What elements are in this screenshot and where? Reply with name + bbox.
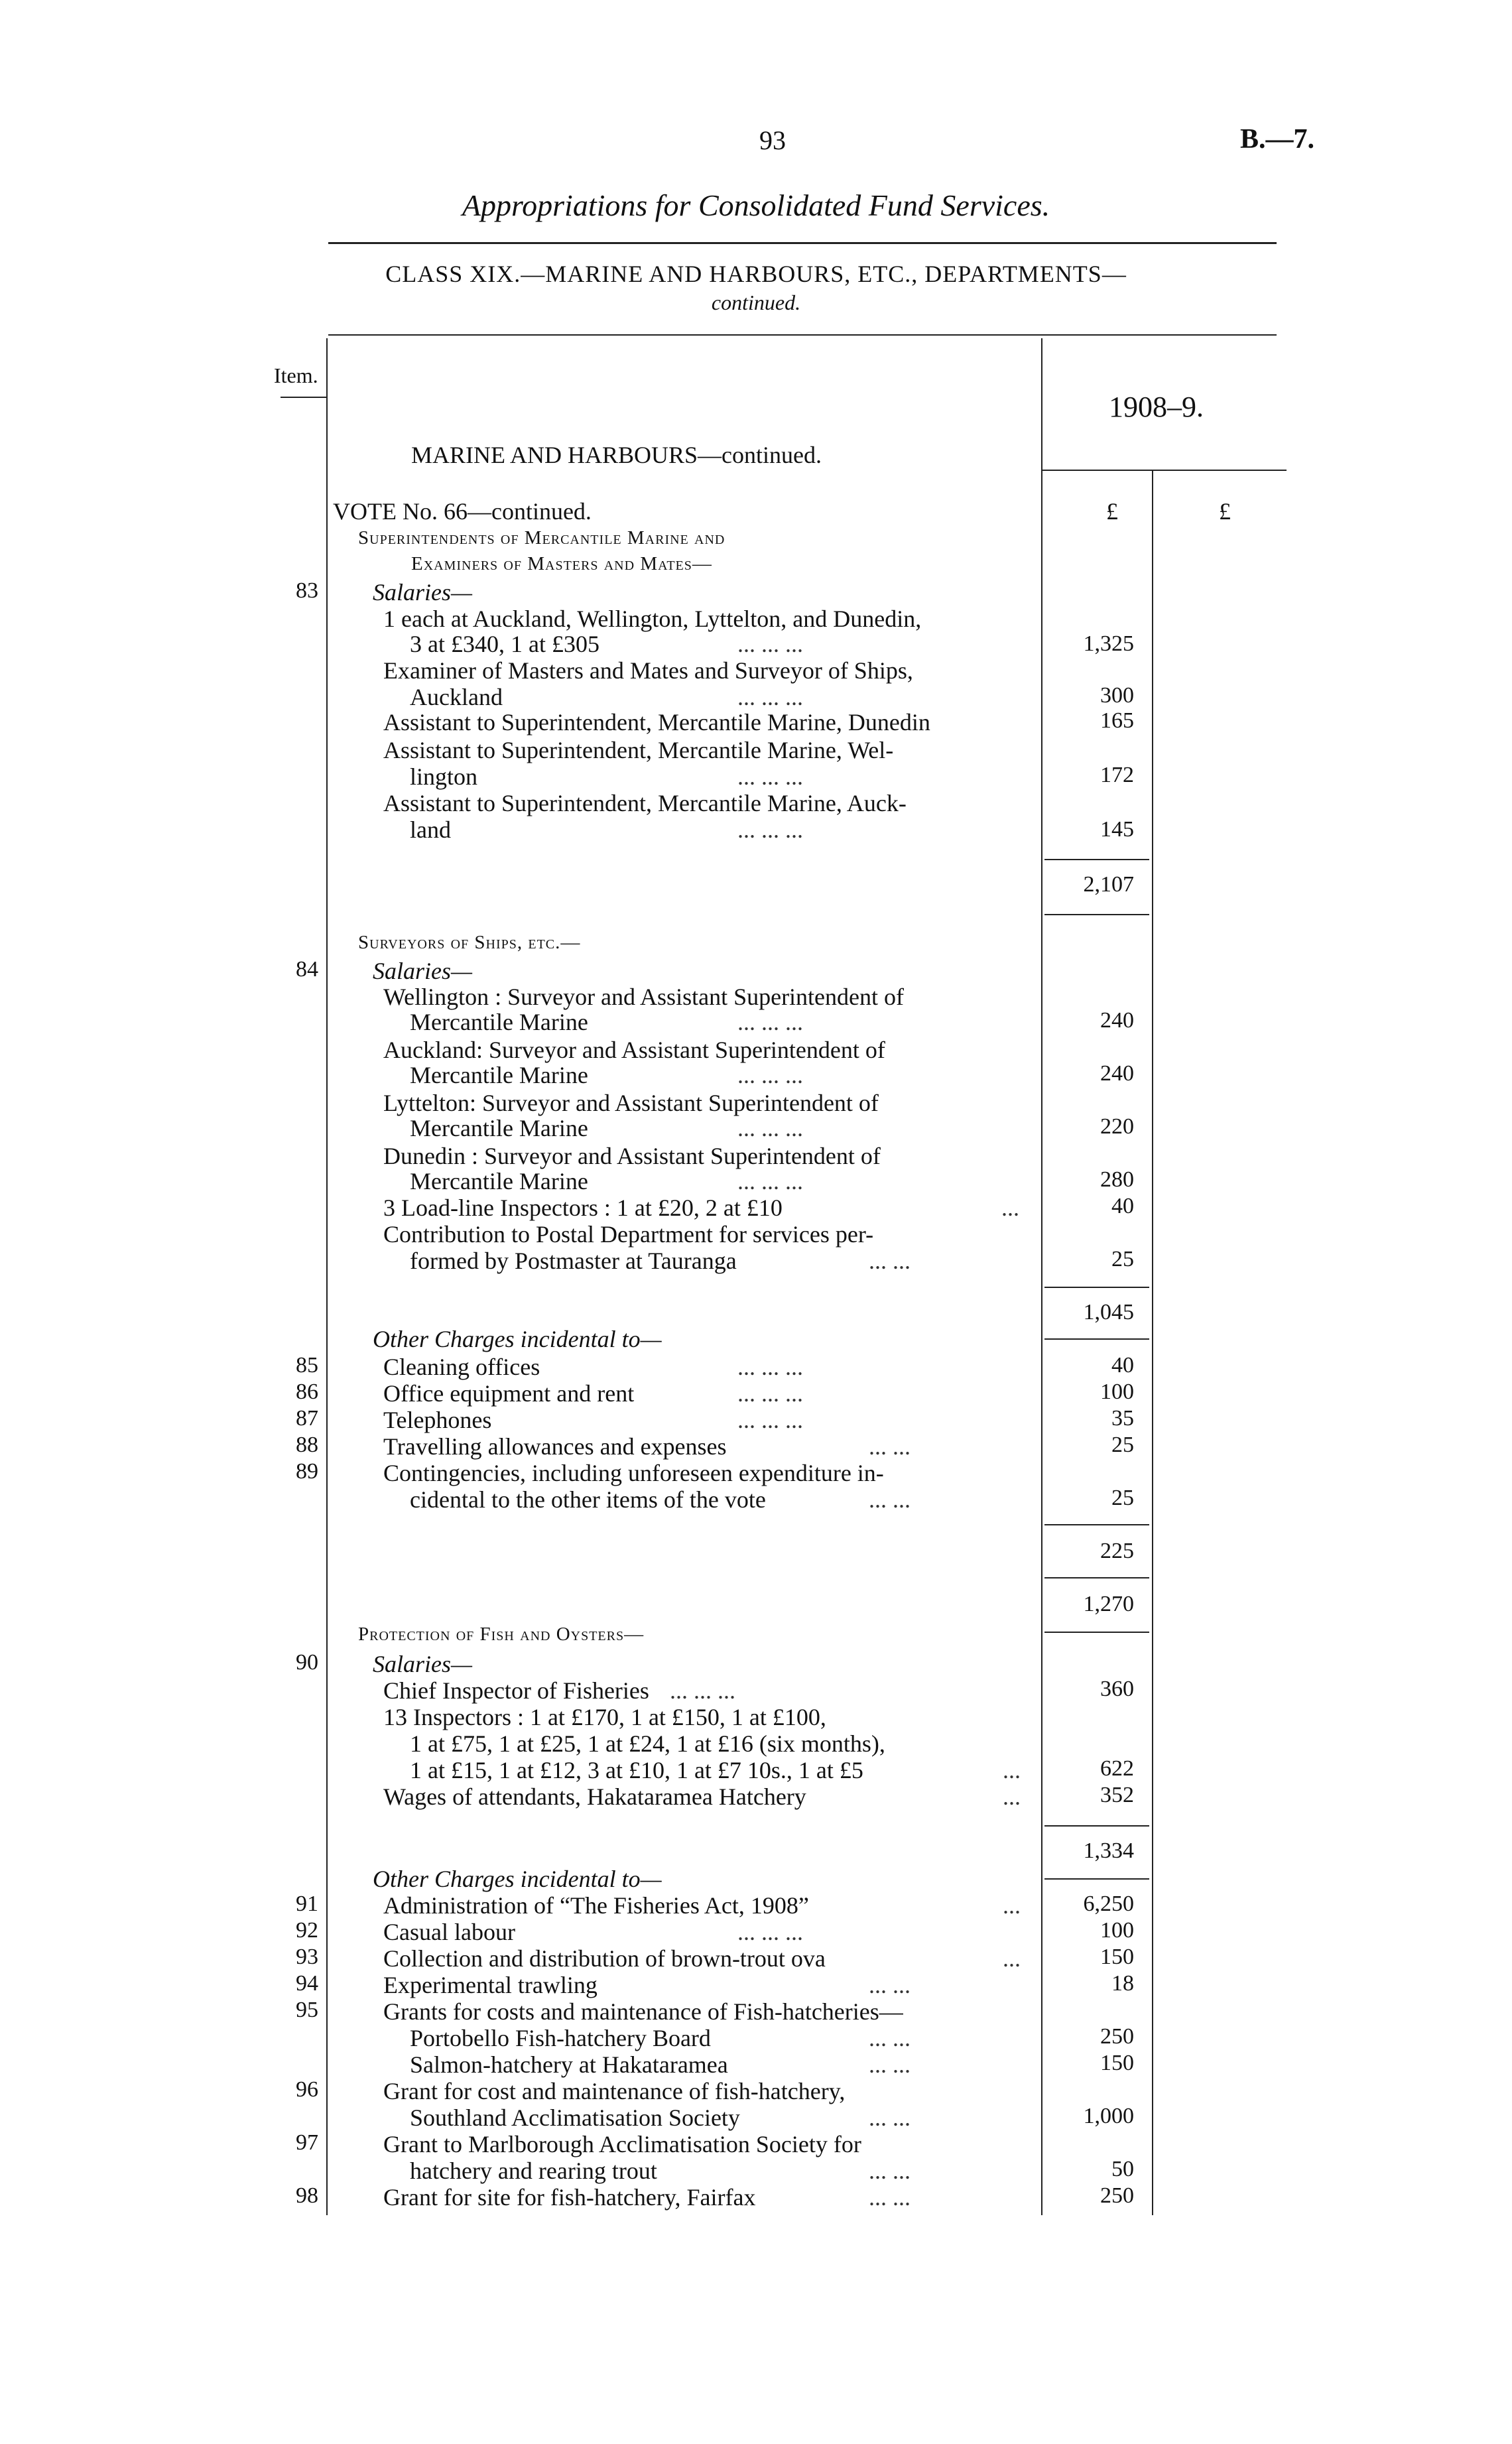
item-number: 88: [296, 1433, 318, 1457]
amount: 250: [1100, 2183, 1134, 2208]
leader-dots: ... ...: [869, 2184, 911, 2211]
amount: 100: [1100, 1380, 1134, 1404]
line-text: Wellington : Surveyor and Assistant Superintendent of: [383, 984, 905, 1010]
line-text: Grants for costs and maintenance of Fish-hatcheries—: [383, 1998, 903, 2025]
class-rule: [328, 334, 1277, 336]
line-text: Experimental trawling: [383, 1972, 598, 1998]
item-number: 91: [296, 1892, 318, 1916]
subtotal: 1,334: [1083, 1838, 1134, 1863]
line-text: Grant to Marlborough Acclimatisation Society for: [383, 2131, 861, 2157]
line-text: Casual labour: [383, 1919, 515, 1945]
item-column-label: Item.: [274, 363, 318, 387]
leader-dots: ...: [1001, 1194, 1019, 1221]
line-text: cidental to the other items of the vote: [410, 1486, 766, 1513]
amount: 165: [1100, 708, 1134, 733]
item-number: 85: [296, 1353, 318, 1378]
amount-column-divider: [1041, 338, 1042, 2215]
line-text: Administration of “The Fisheries Act, 1908”: [383, 1892, 809, 1919]
amount: 240: [1100, 1061, 1134, 1086]
other-charges-label: Other Charges incidental to—: [373, 1326, 662, 1352]
amount: 150: [1100, 1945, 1134, 1969]
amount: 300: [1100, 683, 1134, 708]
amount: 150: [1100, 2051, 1134, 2075]
leader-dots: ... ... ...: [670, 1677, 735, 1704]
line-text: Contribution to Postal Department for services per-: [383, 1221, 874, 1248]
header-rule: [328, 242, 1277, 244]
line-text: land: [410, 816, 451, 843]
line-text: Telephones: [383, 1407, 492, 1433]
amount: 35: [1111, 1406, 1134, 1431]
item-number: 83: [296, 578, 318, 603]
amount: 40: [1111, 1194, 1134, 1218]
year-heading: 1908–9.: [1109, 391, 1204, 423]
leader-dots: ... ...: [869, 2104, 911, 2131]
line-text: Grant for site for fish-hatchery, Fairfax: [383, 2184, 756, 2211]
item-number: 94: [296, 1971, 318, 1996]
line-text: Mercantile Marine: [410, 1009, 588, 1035]
line-text: Chief Inspector of Fisheries: [383, 1677, 649, 1704]
item-number: 92: [296, 1918, 318, 1943]
subtotal-rule: [1044, 1287, 1149, 1288]
vote-heading: VOTE No. 66—continued.: [333, 498, 592, 525]
pound-sign-amount: £: [1106, 498, 1118, 525]
leader-dots: ... ... ...: [737, 1407, 803, 1433]
amount: 100: [1100, 1918, 1134, 1943]
leader-dots: ... ... ...: [737, 1115, 803, 1141]
document-reference: B.—7.: [1240, 124, 1315, 155]
subtotal: 2,107: [1083, 872, 1134, 897]
subtotal-rule: [1044, 1577, 1149, 1578]
page-title: Appropriations for Consolidated Fund Services.: [462, 188, 1050, 222]
subtotal-rule: [1044, 859, 1149, 860]
leader-dots: ... ...: [869, 1972, 911, 1998]
leader-dots: ... ... ...: [737, 1168, 803, 1194]
line-text: Auckland: [410, 684, 503, 710]
subtotal-rule: [1044, 1878, 1149, 1880]
page-number: 93: [759, 125, 786, 155]
line-text: Grant for cost and maintenance of fish-hatchery,: [383, 2078, 846, 2104]
leader-dots: ... ... ...: [737, 1380, 803, 1407]
leader-dots: ... ... ...: [737, 1919, 803, 1945]
line-text: Mercantile Marine: [410, 1168, 588, 1194]
line-text: hatchery and rearing trout: [410, 2157, 657, 2184]
leader-dots: ...: [1003, 1945, 1021, 1972]
item-number: 87: [296, 1406, 318, 1431]
year-rule: [1042, 470, 1287, 471]
total-column-divider: [1152, 471, 1153, 2215]
line-text: Examiner of Masters and Mates and Surveyor of Ships,: [383, 657, 913, 684]
line-text: Mercantile Marine: [410, 1115, 588, 1141]
line-text: Portobello Fish-hatchery Board: [410, 2025, 711, 2051]
salaries-label: Salaries—: [373, 579, 473, 606]
superintendents-heading: Superintendents of Mercantile Marine and: [358, 527, 725, 548]
amount: 25: [1111, 1433, 1134, 1457]
leader-dots: ... ... ...: [737, 816, 803, 843]
leader-dots: ... ...: [869, 1433, 911, 1460]
amount: 18: [1111, 1971, 1134, 1996]
line-text: Dunedin : Surveyor and Assistant Superintendent of: [383, 1143, 881, 1169]
amount: 240: [1100, 1008, 1134, 1033]
line-text: Office equipment and rent: [383, 1380, 635, 1407]
amount: 25: [1111, 1247, 1134, 1271]
leader-dots: ...: [1003, 1892, 1021, 1919]
class-heading: CLASS XIX.—MARINE AND HARBOURS, ETC., DEPARTMENTS—: [385, 261, 1127, 287]
item-number: 95: [296, 1998, 318, 2022]
amount: 220: [1100, 1114, 1134, 1139]
amount: 6,250: [1083, 1892, 1134, 1916]
leader-dots: ... ... ...: [737, 631, 803, 657]
leader-dots: ... ...: [869, 2157, 911, 2184]
line-text: 3 Load-line Inspectors : 1 at £20, 2 at £10: [383, 1194, 783, 1221]
subtotal-rule: [1044, 1632, 1149, 1633]
amount: 40: [1111, 1353, 1134, 1378]
line-text: Southland Acclimatisation Society: [410, 2104, 740, 2131]
line-text: Travelling allowances and expenses: [383, 1433, 727, 1460]
item-label-rule: [281, 397, 327, 398]
line-text: 1 at £75, 1 at £25, 1 at £24, 1 at £16 (six months),: [410, 1730, 885, 1757]
item-number: 97: [296, 2130, 318, 2155]
leader-dots: ...: [1003, 1783, 1021, 1810]
amount: 250: [1100, 2024, 1134, 2049]
amount: 25: [1111, 1486, 1134, 1510]
amount: 1,000: [1083, 2104, 1134, 2128]
amount: 280: [1100, 1167, 1134, 1192]
subtotal-rule: [1044, 914, 1149, 915]
line-text: Collection and distribution of brown-trout ova: [383, 1945, 826, 1972]
leader-dots: ... ...: [869, 2051, 911, 2078]
line-text: Wages of attendants, Hakataramea Hatchery: [383, 1783, 806, 1810]
line-text: Cleaning offices: [383, 1354, 540, 1380]
amount: 145: [1100, 817, 1134, 842]
item-number: 93: [296, 1945, 318, 1969]
item-number: 89: [296, 1459, 318, 1484]
line-text: Auckland: Surveyor and Assistant Superintendent of: [383, 1037, 885, 1063]
line-text: Salmon-hatchery at Hakataramea: [410, 2051, 728, 2078]
leader-dots: ... ... ...: [737, 1009, 803, 1035]
amount: 352: [1100, 1783, 1134, 1807]
amount: 50: [1111, 2157, 1134, 2181]
line-text: Mercantile Marine: [410, 1062, 588, 1088]
line-text: Contingencies, including unforeseen expenditure in-: [383, 1460, 884, 1486]
amount: 1,325: [1083, 631, 1134, 656]
item-number: 86: [296, 1380, 318, 1404]
section-heading: MARINE AND HARBOURS—continued.: [411, 442, 822, 468]
line-text: Assistant to Superintendent, Mercantile Marine, Wel-: [383, 737, 894, 763]
line-text: Lyttelton: Surveyor and Assistant Superintendent of: [383, 1090, 879, 1116]
item-number: 96: [296, 2077, 318, 2102]
line-text: Assistant to Superintendent, Mercantile Marine, Auck-: [383, 790, 907, 816]
line-text: Assistant to Superintendent, Mercantile Marine, Dunedin: [383, 709, 930, 736]
leader-dots: ... ... ...: [737, 1062, 803, 1088]
item-column-divider: [326, 338, 328, 2215]
leader-dots: ... ...: [869, 1248, 911, 1274]
leader-dots: ...: [1003, 1757, 1021, 1783]
leader-dots: ... ...: [869, 1486, 911, 1513]
amount: 360: [1100, 1677, 1134, 1701]
group-total: 1,270: [1083, 1592, 1134, 1616]
subtotal: 225: [1100, 1539, 1134, 1563]
line-text: 1 at £15, 1 at £12, 3 at £10, 1 at £7 10s., 1 at £5: [410, 1757, 863, 1783]
subtotal-rule: [1044, 1338, 1149, 1340]
line-text: lington: [410, 763, 478, 790]
subtotal-rule: [1044, 1825, 1149, 1827]
amount: 622: [1100, 1756, 1134, 1781]
salaries-label: Salaries—: [373, 958, 473, 984]
class-continued: continued.: [711, 290, 801, 314]
surveyors-heading: Surveyors of Ships, etc.—: [358, 932, 581, 953]
subtotal: 1,045: [1083, 1300, 1134, 1324]
line-text: 3 at £340, 1 at £305: [410, 631, 599, 657]
line-text: 1 each at Auckland, Wellington, Lyttelton, and Dunedin,: [383, 606, 922, 632]
leader-dots: ... ... ...: [737, 763, 803, 790]
leader-dots: ... ... ...: [737, 1354, 803, 1380]
salaries-label: Salaries—: [373, 1651, 473, 1677]
item-number: 90: [296, 1650, 318, 1675]
leader-dots: ... ... ...: [737, 684, 803, 710]
other-charges-label: Other Charges incidental to—: [373, 1866, 662, 1892]
subtotal-rule: [1044, 1524, 1149, 1525]
line-text: formed by Postmaster at Tauranga: [410, 1248, 737, 1274]
item-number: 84: [296, 957, 318, 982]
line-text: 13 Inspectors : 1 at £170, 1 at £150, 1 at £100,: [383, 1704, 826, 1730]
amount: 172: [1100, 763, 1134, 787]
fish-heading: Protection of Fish and Oysters—: [358, 1624, 645, 1645]
item-number: 98: [296, 2183, 318, 2208]
superintendents-heading-2: Examiners of Masters and Mates—: [411, 553, 712, 574]
leader-dots: ... ...: [869, 2025, 911, 2051]
pound-sign-total: £: [1219, 498, 1231, 525]
